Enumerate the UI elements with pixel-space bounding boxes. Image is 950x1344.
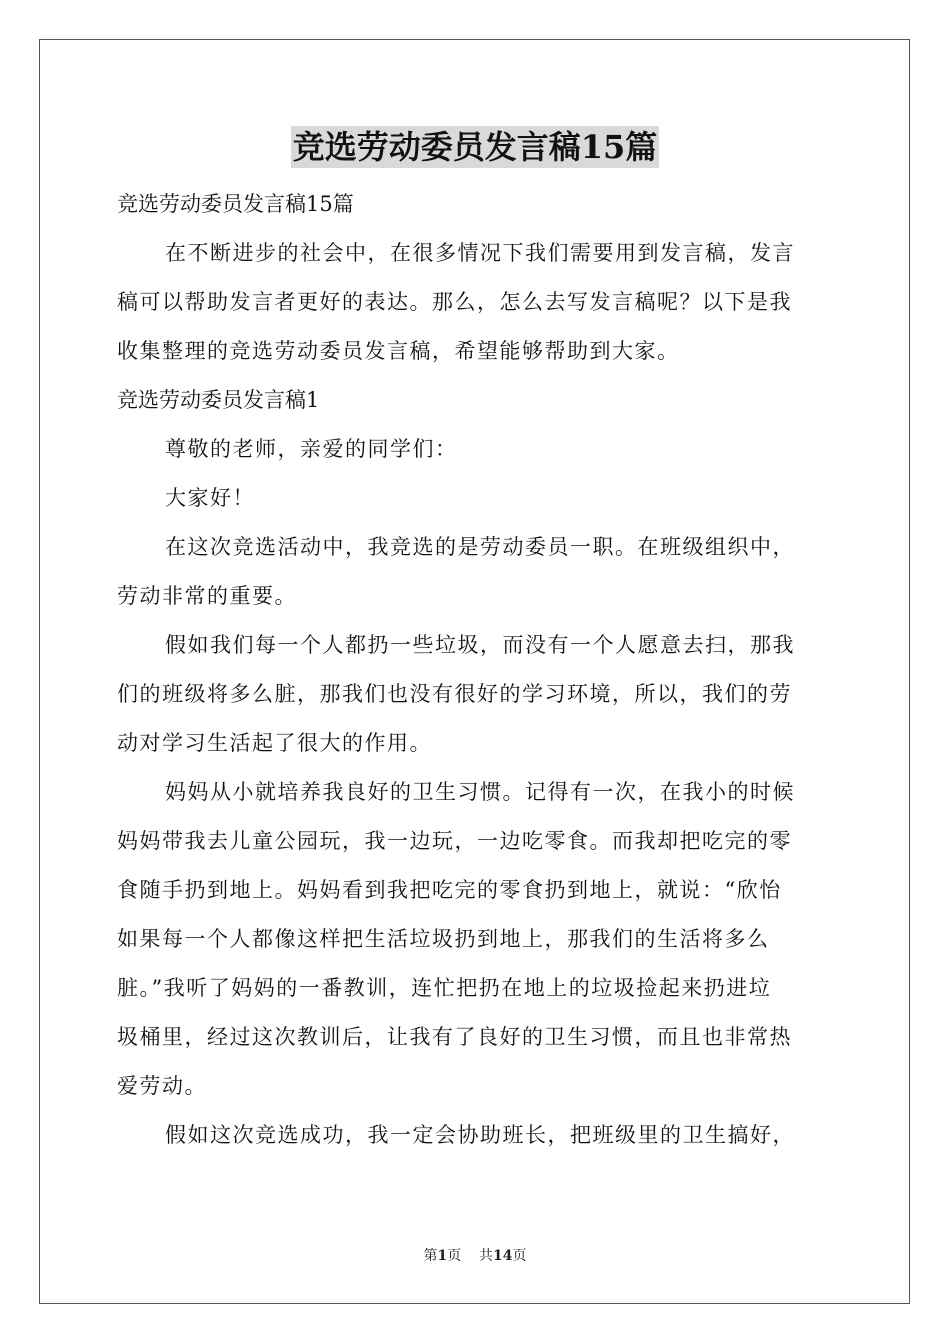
body-line: 动对学习生活起了很大的作用。 xyxy=(117,731,432,755)
body-line: 收集整理的竞选劳动委员发言稿，希望能够帮助到大家。 xyxy=(117,339,680,363)
total-suffix: 页 xyxy=(512,1248,527,1264)
page-number: 1 xyxy=(437,1248,448,1264)
body-line: 如果每一个人都像这样把生活垃圾扔到地上，那我们的生活将多么 xyxy=(117,927,770,951)
document-title: 竞选劳动委员发言稿15篇 xyxy=(292,128,658,166)
body-line: 圾桶里，经过这次教训后，让我有了良好的卫生习惯，而且也非常热 xyxy=(117,1025,792,1049)
total-prefix: 共 xyxy=(479,1248,494,1264)
subtitle-line: 竞选劳动委员发言稿15篇 xyxy=(117,192,354,216)
body-line: 们的班级将多么脏，那我们也没有很好的学习环境，所以，我们的劳 xyxy=(117,682,792,706)
total-pages: 14 xyxy=(493,1248,513,1264)
document-body xyxy=(117,180,833,1160)
body-line: 假如这次竞选成功，我一定会协助班长，把班级里的卫生搞好， xyxy=(165,1123,795,1147)
body-line: 在这次竞选活动中，我竞选的是劳动委员一职。在班级组织中， xyxy=(165,535,795,559)
body-line: 妈妈带我去儿童公园玩，我一边玩，一边吃零食。而我却把吃完的零 xyxy=(117,829,792,853)
title-wrap xyxy=(0,126,950,168)
body-line: 稿可以帮助发言者更好的表达。那么，怎么去写发言稿呢？以下是我 xyxy=(117,290,792,314)
page-footer xyxy=(0,1246,950,1266)
body-line: 在不断进步的社会中，在很多情况下我们需要用到发言稿，发言 xyxy=(165,241,795,265)
body-line: 脏。”我听了妈妈的一番教训，连忙把扔在地上的垃圾捡起来扔进垃 xyxy=(117,976,772,1000)
section-heading: 竞选劳动委员发言稿1 xyxy=(117,388,320,412)
page-suffix: 页 xyxy=(447,1248,462,1264)
body-line: 尊敬的老师，亲爱的同学们： xyxy=(165,437,458,461)
body-line: 假如我们每一个人都扔一些垃圾，而没有一个人愿意去扫，那我 xyxy=(165,633,795,657)
body-line: 劳动非常的重要。 xyxy=(117,584,297,608)
body-line: 爱劳动。 xyxy=(117,1074,207,1098)
body-line: 妈妈从小就培养我良好的卫生习惯。记得有一次，在我小的时候 xyxy=(165,780,795,804)
page-prefix: 第 xyxy=(423,1248,438,1264)
body-line: 食随手扔到地上。妈妈看到我把吃完的零食扔到地上，就说：“欣怡 xyxy=(117,878,782,902)
body-line: 大家好！ xyxy=(165,486,255,510)
